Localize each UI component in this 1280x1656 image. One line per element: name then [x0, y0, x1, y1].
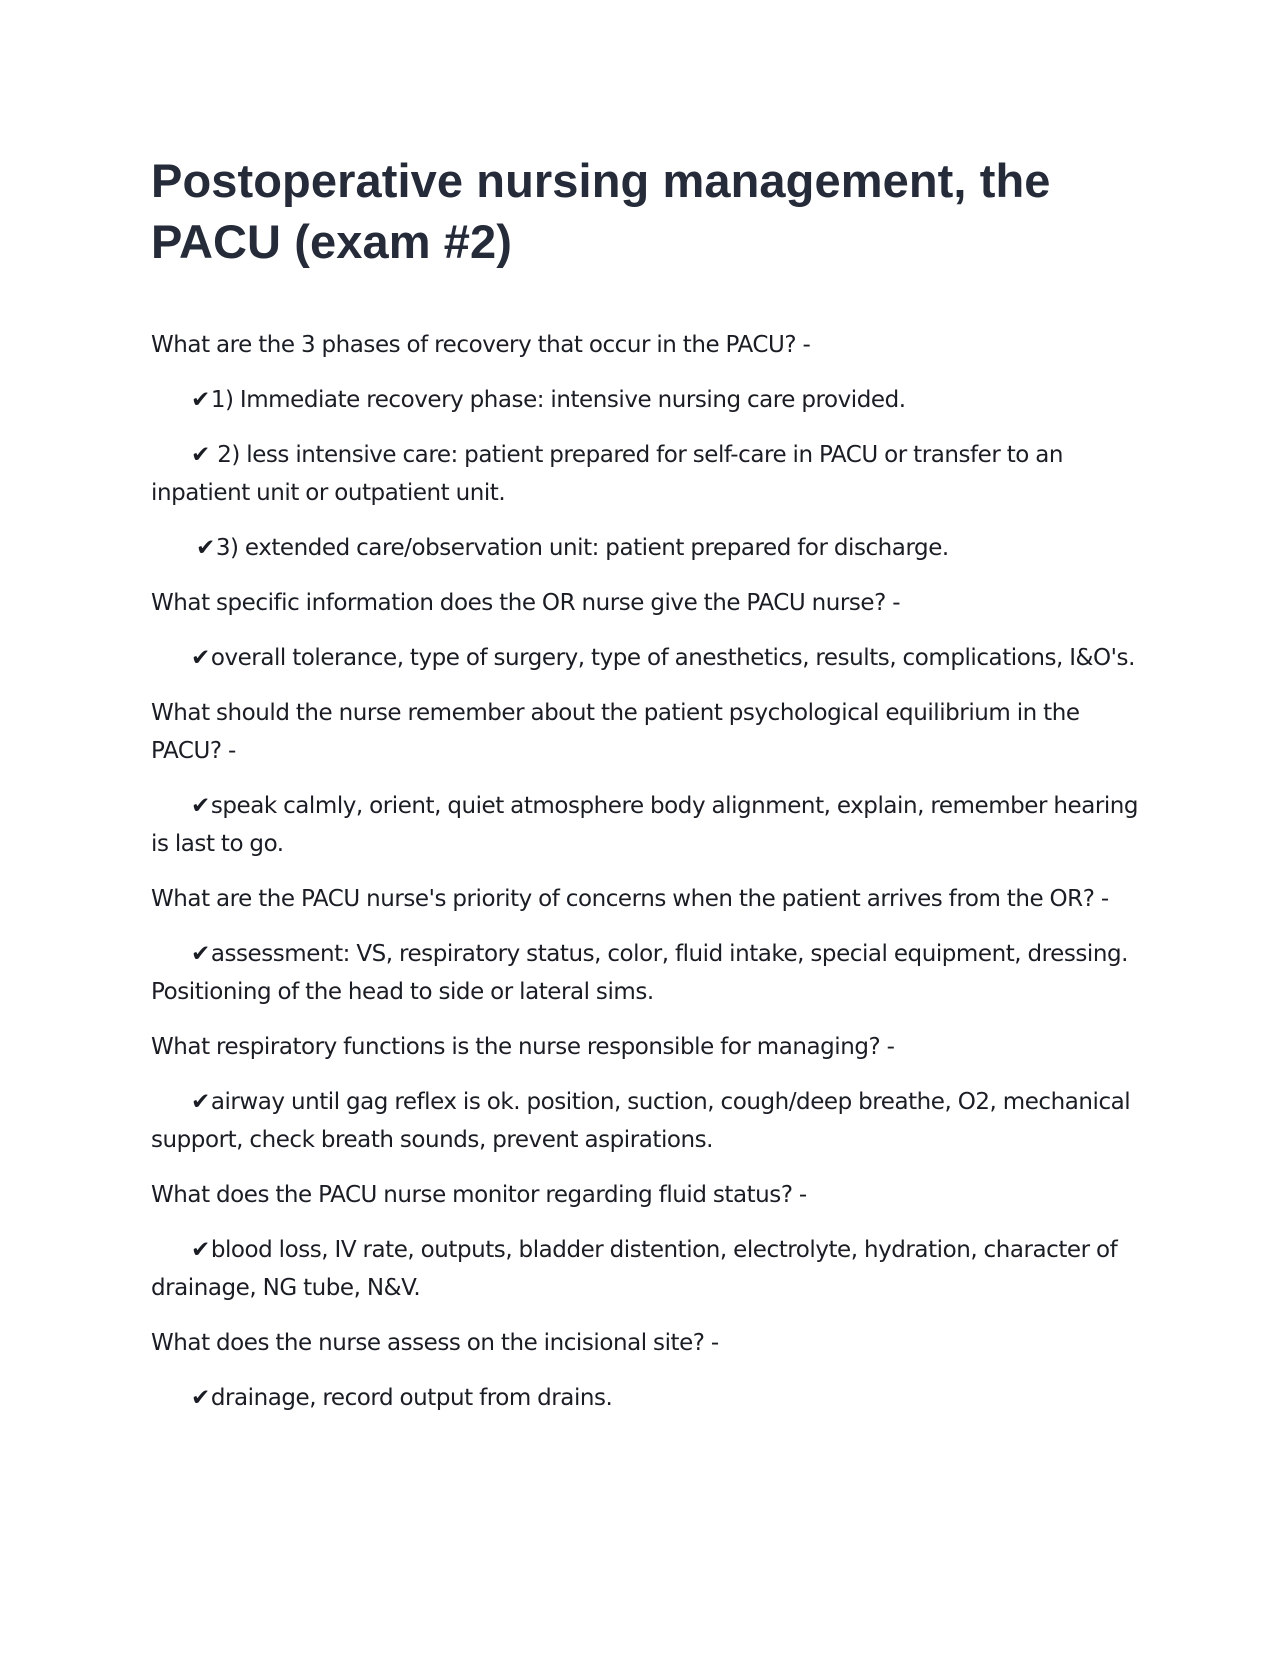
answer-text: airway until gag reflex is ok. position, suction, cough/deep breathe, O2, mechanical support, check breath sounds, prevent aspirations.: [151, 1089, 1131, 1153]
answer-text: blood loss, IV rate, outputs, bladder distention, electrolyte, hydration, character of drainage, NG tube, N&V.: [151, 1237, 1118, 1301]
answer-5: [151, 1083, 1141, 1159]
answer-2: [151, 639, 1141, 677]
document-page: [151, 150, 1141, 1434]
answer-3: [151, 787, 1141, 863]
question-2: What specific information does the OR nurse give the PACU nurse? -: [151, 590, 901, 616]
answer-6: [151, 1231, 1141, 1307]
check-mark-icon: ✔: [191, 1237, 210, 1263]
answer-1-1: [151, 381, 1141, 419]
answer-1-3: [151, 529, 1141, 567]
check-mark-icon: ✔: [191, 793, 210, 819]
answer-text: overall tolerance, type of surgery, type of anesthetics, results, complications, I&O's.: [210, 645, 1135, 671]
check-mark-icon: ✔: [191, 387, 210, 413]
answer-text: 3) extended care/observation unit: patient prepared for discharge.: [215, 535, 949, 561]
answer-text: speak calmly, orient, quiet atmosphere body alignment, explain, remember hearing is last to go.: [151, 793, 1139, 857]
answer-4: [151, 935, 1141, 1011]
check-mark-icon: ✔: [196, 535, 215, 561]
answer-text: 1) Immediate recovery phase: intensive nursing care provided.: [210, 387, 906, 413]
question-3: What should the nurse remember about the patient psychological equilibrium in the PACU? -: [151, 700, 1080, 764]
question-7: What does the nurse assess on the incisional site? -: [151, 1330, 719, 1356]
question-5: What respiratory functions is the nurse responsible for managing? -: [151, 1034, 895, 1060]
answer-text: 2) less intensive care: patient prepared for self-care in PACU or transfer to an inpatient unit or outpatient unit.: [151, 442, 1064, 506]
check-mark-icon: ✔: [191, 941, 210, 967]
question-6: What does the PACU nurse monitor regarding fluid status? -: [151, 1182, 807, 1208]
check-mark-icon: ✔: [191, 645, 210, 671]
answer-7: [151, 1379, 1141, 1417]
answer-text: assessment: VS, respiratory status, color, fluid intake, special equipment, dressing. Positioning of the head to side or lateral sims.: [151, 941, 1128, 1005]
document-title: Postoperative nursing management, the PACU (exam #2): [151, 154, 1051, 268]
check-mark-icon: ✔: [191, 1385, 210, 1411]
answer-1-2: [151, 436, 1141, 512]
question-4: What are the PACU nurse's priority of concerns when the patient arrives from the OR? -: [151, 886, 1109, 912]
answer-text: drainage, record output from drains.: [210, 1385, 613, 1411]
check-mark-icon: ✔: [191, 1089, 210, 1115]
check-mark-icon: ✔: [191, 442, 210, 468]
question-1: What are the 3 phases of recovery that occur in the PACU? -: [151, 332, 811, 358]
